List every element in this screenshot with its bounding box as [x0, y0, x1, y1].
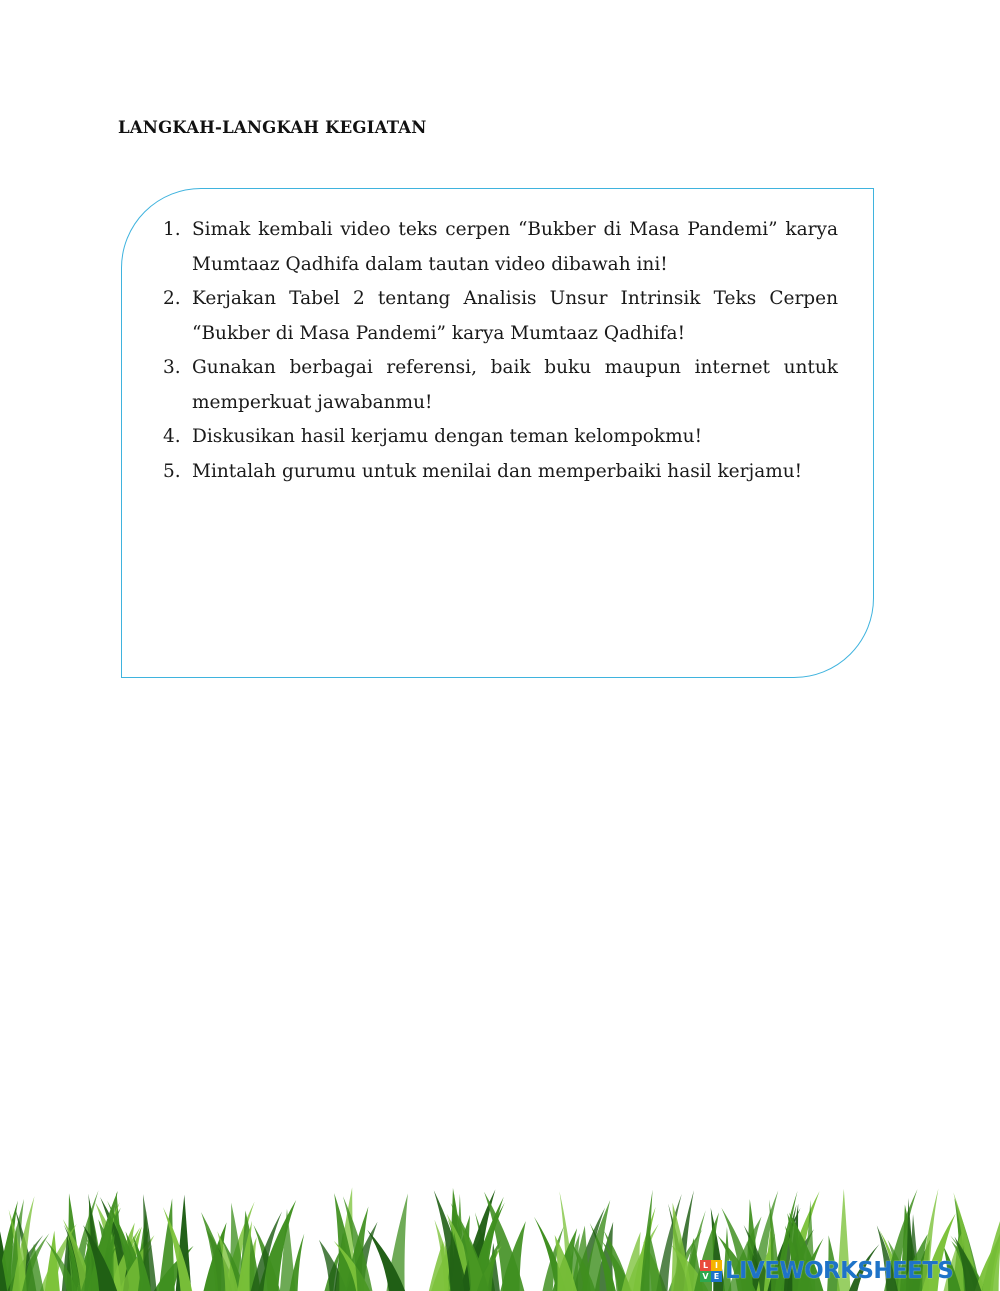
steps-list	[160, 213, 838, 489]
step-item	[160, 351, 838, 420]
step-number: 2.	[163, 288, 181, 309]
step-text: Simak kembali video teks cerpen “Bukber di Masa Pandemi” karya Mumtaaz Qadhifa dalam tautan video dibawah ini!	[192, 219, 838, 275]
grass-blade	[621, 1232, 640, 1291]
logo-text: LIVEWORKSHEETS	[725, 1258, 954, 1284]
badge-letter: L	[700, 1260, 711, 1271]
step-number: 3.	[163, 357, 181, 378]
step-item	[160, 213, 838, 282]
step-text: Mintalah gurumu untuk menilai dan memperbaiki hasil kerjamu!	[192, 460, 803, 482]
step-number: 5.	[163, 460, 181, 482]
liveworksheets-logo	[700, 1258, 953, 1284]
badge-letter: I	[711, 1260, 722, 1271]
step-item	[160, 420, 838, 455]
step-number: 4.	[163, 426, 181, 447]
step-text: Kerjakan Tabel 2 tentang Analisis Unsur Intrinsik Teks Cerpen “Bukber di Masa Pandemi” karya Mumtaaz Qadhifa!	[192, 288, 838, 344]
badge-letter: E	[711, 1271, 722, 1282]
grass-blade	[159, 1198, 175, 1291]
grass-blade	[982, 1207, 1000, 1291]
step-number: 1.	[163, 219, 181, 240]
badge-letter: V	[700, 1271, 711, 1282]
section-heading: LANGKAH-LANGKAH KEGIATAN	[118, 118, 427, 137]
step-text: Diskusikan hasil kerjamu dengan teman kelompokmu!	[192, 426, 703, 447]
step-text: Gunakan berbagai referensi, baik buku maupun internet untuk memperkuat jawabanmu!	[192, 357, 838, 413]
step-item	[160, 455, 838, 490]
step-item	[160, 282, 838, 351]
live-badge-icon	[700, 1260, 722, 1282]
